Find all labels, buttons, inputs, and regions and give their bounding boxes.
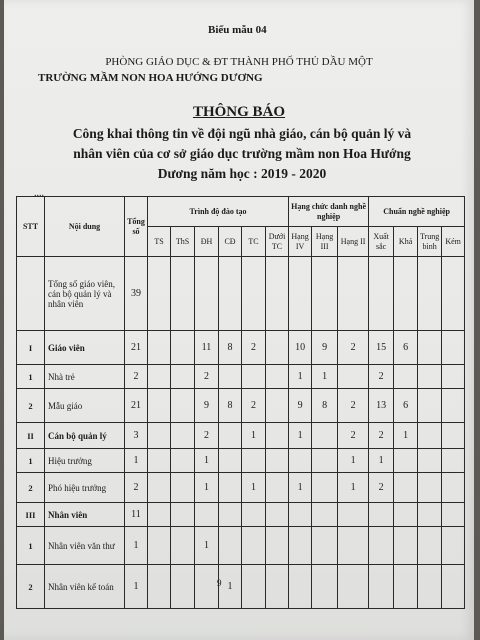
subheader-cell: ĐH: [195, 227, 219, 257]
row-value: 2: [125, 473, 148, 503]
row-value: [219, 527, 242, 565]
row-value: [312, 257, 338, 331]
row-value: [148, 331, 171, 365]
row-value: 9: [312, 331, 338, 365]
row-value: 10: [289, 331, 312, 365]
row-value: [289, 503, 312, 527]
row-value: [418, 423, 442, 449]
row-value: 2: [369, 473, 394, 503]
row-stt: 1: [17, 527, 45, 565]
subheader-cell: Xuất sắc: [369, 227, 394, 257]
row-value: [394, 527, 418, 565]
header-title-rank: Hạng chức danh nghề nghiệp: [289, 197, 369, 227]
row-value: [148, 365, 171, 389]
row-value: [171, 365, 195, 389]
table-row: [17, 503, 465, 527]
row-value: [148, 389, 171, 423]
row-stt: 2: [17, 389, 45, 423]
row-value: [418, 527, 442, 565]
subheader-cell: Hạng IV: [289, 227, 312, 257]
row-value: [418, 473, 442, 503]
row-value: [266, 257, 289, 331]
staff-table: [16, 196, 465, 609]
row-value: [148, 257, 171, 331]
row-value: [442, 449, 465, 473]
row-value: [369, 565, 394, 609]
notice-subtitle: Công khai thông tin về đội ngũ nhà giáo, cán bộ quản lý và nhân viên của cơ sở giáo dục trường mầm non Hoa Hướng Dương năm học : 2019 - 2020: [72, 126, 412, 181]
row-value: [171, 389, 195, 423]
row-value: [418, 503, 442, 527]
row-value: [442, 257, 465, 331]
row-value: 1: [289, 365, 312, 389]
row-value: [266, 565, 289, 609]
department-name: PHÒNG GIÁO DỤC & ĐT THÀNH PHỐ THỦ DẦU MỘT: [105, 56, 373, 68]
row-value: [442, 423, 465, 449]
row-value: [219, 365, 242, 389]
school-name: TRƯỜNG MẦM NON HOA HƯỚNG DƯƠNG: [38, 72, 263, 84]
row-value: [418, 565, 442, 609]
row-value: [242, 365, 266, 389]
row-value: 2: [242, 331, 266, 365]
row-value: 1: [125, 565, 148, 609]
row-value: [338, 565, 369, 609]
row-value: 1: [219, 565, 242, 609]
row-value: [369, 527, 394, 565]
row-value: 1: [289, 473, 312, 503]
row-label: Mẫu giáo: [45, 389, 125, 423]
row-value: 1: [125, 527, 148, 565]
row-label: Tổng số giáo viên, cán bộ quản lý và nhân viên: [45, 257, 125, 331]
row-value: [312, 565, 338, 609]
row-value: [171, 423, 195, 449]
subheader-cell: Hạng III: [312, 227, 338, 257]
row-value: [195, 503, 219, 527]
leader-dots: ....: [34, 188, 44, 199]
row-value: [418, 257, 442, 331]
row-value: 1: [338, 449, 369, 473]
row-label: Nhân viên kế toán: [45, 565, 125, 609]
row-value: 39: [125, 257, 148, 331]
row-value: [418, 389, 442, 423]
document-page: [4, 0, 474, 640]
row-value: [219, 257, 242, 331]
row-stt: 2: [17, 565, 45, 609]
row-value: 2: [369, 423, 394, 449]
row-value: [312, 449, 338, 473]
row-value: [289, 527, 312, 565]
row-value: 8: [219, 331, 242, 365]
row-value: [289, 257, 312, 331]
row-value: [442, 331, 465, 365]
row-value: [148, 565, 171, 609]
row-value: [289, 449, 312, 473]
row-value: [394, 365, 418, 389]
table-row: [17, 257, 465, 331]
row-value: 6: [394, 389, 418, 423]
row-value: [369, 257, 394, 331]
subheader-cell: Hạng II: [338, 227, 369, 257]
row-value: [442, 473, 465, 503]
subheader-cell: TS: [148, 227, 171, 257]
row-value: 1: [195, 449, 219, 473]
row-value: [312, 527, 338, 565]
row-value: 15: [369, 331, 394, 365]
row-value: [289, 565, 312, 609]
form-number: Biểu mẫu 04: [208, 24, 267, 36]
row-value: 2: [369, 365, 394, 389]
table-row: [17, 565, 465, 609]
row-value: [195, 565, 219, 609]
subheader-cell: CĐ: [219, 227, 242, 257]
header-stt: STT: [17, 197, 45, 257]
row-value: 2: [338, 389, 369, 423]
row-value: [338, 527, 369, 565]
header-total: Tổng số: [125, 197, 148, 257]
row-value: [242, 257, 266, 331]
row-value: 2: [195, 365, 219, 389]
row-value: [242, 565, 266, 609]
row-value: [242, 527, 266, 565]
row-value: [394, 449, 418, 473]
subheader-cell: Kém: [442, 227, 465, 257]
row-value: [312, 423, 338, 449]
table-body: [17, 197, 465, 609]
row-stt: II: [17, 423, 45, 449]
row-value: [148, 527, 171, 565]
row-label: Giáo viên: [45, 331, 125, 365]
row-stt: 1: [17, 449, 45, 473]
row-value: [148, 473, 171, 503]
row-label: Hiệu trưởng: [45, 449, 125, 473]
row-value: 2: [338, 423, 369, 449]
row-value: [195, 257, 219, 331]
row-value: 11: [195, 331, 219, 365]
row-value: [338, 503, 369, 527]
row-value: 9: [289, 389, 312, 423]
row-value: [394, 473, 418, 503]
row-value: 1: [242, 473, 266, 503]
row-value: 8: [219, 389, 242, 423]
notice-title: THÔNG BÁO: [192, 104, 286, 120]
row-value: [266, 423, 289, 449]
table-row: [17, 389, 465, 423]
header-standard: Chuẩn nghề nghiệp: [369, 197, 465, 227]
row-value: [312, 503, 338, 527]
row-value: [394, 565, 418, 609]
row-value: [219, 503, 242, 527]
row-value: 1: [338, 473, 369, 503]
row-value: [418, 331, 442, 365]
row-value: [442, 565, 465, 609]
row-value: 6: [394, 331, 418, 365]
row-value: 2: [242, 389, 266, 423]
row-value: [266, 527, 289, 565]
row-value: [442, 365, 465, 389]
row-value: [394, 503, 418, 527]
subheader-cell: TC: [242, 227, 266, 257]
table-row: [17, 473, 465, 503]
row-stt: III: [17, 503, 45, 527]
row-value: 9: [195, 389, 219, 423]
row-value: 1: [125, 449, 148, 473]
row-value: [312, 473, 338, 503]
row-value: [148, 503, 171, 527]
row-label: Nhân viên văn thư: [45, 527, 125, 565]
subheader-cell: Dưới TC: [266, 227, 289, 257]
row-value: [148, 423, 171, 449]
row-value: [242, 503, 266, 527]
row-value: [171, 503, 195, 527]
header-training: Trình độ đào tạo: [148, 197, 289, 227]
row-value: [338, 257, 369, 331]
row-value: [148, 449, 171, 473]
row-stt: I: [17, 331, 45, 365]
page-number: 9: [217, 578, 222, 588]
table-row: [17, 365, 465, 389]
row-stt: 1: [17, 365, 45, 389]
row-value: 13: [369, 389, 394, 423]
subheader-cell: ThS: [171, 227, 195, 257]
row-label: Nhà trẻ: [45, 365, 125, 389]
row-value: [171, 527, 195, 565]
row-value: 1: [312, 365, 338, 389]
table-row: [17, 449, 465, 473]
row-value: [418, 365, 442, 389]
row-value: [219, 473, 242, 503]
row-stt: 2: [17, 473, 45, 503]
row-value: [266, 365, 289, 389]
row-value: 11: [125, 503, 148, 527]
row-value: 3: [125, 423, 148, 449]
row-value: 2: [195, 423, 219, 449]
row-value: 21: [125, 331, 148, 365]
row-value: [266, 449, 289, 473]
row-label: Phó hiệu trưởng: [45, 473, 125, 503]
row-value: 1: [369, 449, 394, 473]
subheader-cell: Trung bình: [418, 227, 442, 257]
row-label: Nhân viên: [45, 503, 125, 527]
header-content: Nội dung: [45, 197, 125, 257]
row-value: [418, 449, 442, 473]
row-value: [266, 473, 289, 503]
row-value: 21: [125, 389, 148, 423]
row-value: 1: [394, 423, 418, 449]
row-value: [266, 389, 289, 423]
row-value: [171, 257, 195, 331]
row-value: [171, 473, 195, 503]
row-value: 1: [195, 473, 219, 503]
table-row: [17, 527, 465, 565]
row-stt: [17, 257, 45, 331]
row-value: 8: [312, 389, 338, 423]
row-label: Cán bộ quản lý: [45, 423, 125, 449]
row-value: [369, 503, 394, 527]
row-value: [171, 565, 195, 609]
row-value: [338, 365, 369, 389]
row-value: [266, 503, 289, 527]
row-value: [266, 331, 289, 365]
row-value: 1: [242, 423, 266, 449]
row-value: [442, 389, 465, 423]
row-value: [442, 503, 465, 527]
row-value: [171, 331, 195, 365]
table-row: [17, 331, 465, 365]
subheader-cell: Khá: [394, 227, 418, 257]
row-value: [394, 257, 418, 331]
row-value: [242, 449, 266, 473]
table-row: [17, 423, 465, 449]
row-value: [171, 449, 195, 473]
row-value: 2: [338, 331, 369, 365]
row-value: 1: [289, 423, 312, 449]
row-value: 2: [125, 365, 148, 389]
row-value: 1: [195, 527, 219, 565]
row-value: [219, 423, 242, 449]
row-value: [442, 527, 465, 565]
row-value: [219, 449, 242, 473]
